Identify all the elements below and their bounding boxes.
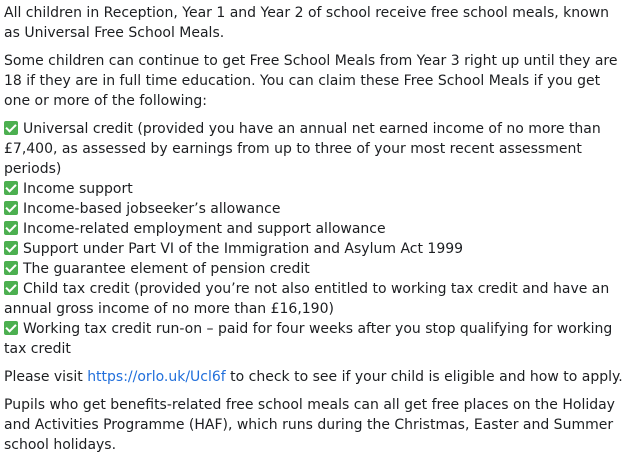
check-mark-icon	[4, 281, 18, 295]
intro-paragraph: All children in Reception, Year 1 and Year 2 of school receive free school meals, known as Universal Free School Meals.	[4, 5, 610, 41]
list-item	[4, 219, 624, 239]
list-item-text: Support under Part VI of the Immigration and Asylum Act 1999	[23, 241, 464, 257]
list-item-text: Child tax credit (provided you’re not also entitled to working tax credit and have an annual gross income of no more than £16,190)	[4, 281, 610, 317]
list-item	[4, 119, 624, 179]
check-mark-icon	[4, 321, 18, 335]
check-mark-icon	[4, 201, 18, 215]
benefits-list	[4, 119, 624, 359]
haf-paragraph: Pupils who get benefits-related free school meals can all get free places on the Holiday and Activities Programme (HAF), which runs during the Christmas, Easter and Summer school holidays.	[4, 397, 615, 453]
list-item-text: Income-based jobseeker’s allowance	[23, 201, 281, 217]
visit-suffix: to check to see if your child is eligible and how to apply.	[225, 369, 623, 385]
list-item-text: The guarantee element of pension credit	[23, 261, 310, 277]
check-mark-icon	[4, 121, 18, 135]
list-item-text: Income support	[23, 181, 133, 197]
list-item-text: Working tax credit run-on – paid for four weeks after you stop qualifying for working tax credit	[4, 321, 613, 357]
visit-prefix: Please visit	[4, 369, 88, 385]
list-item	[4, 199, 624, 219]
post-body	[4, 0, 624, 455]
eligibility-paragraph: Some children can continue to get Free School Meals from Year 3 right up until they are 18 if they are in full time education. You can claim these Free School Meals if you get one or more of the following:	[4, 53, 618, 109]
list-item	[4, 259, 624, 279]
check-mark-icon	[4, 181, 18, 195]
list-item	[4, 319, 624, 359]
eligibility-link[interactable]: https://orlo.uk/Ucl6f	[87, 369, 226, 385]
check-mark-icon	[4, 241, 18, 255]
list-item-text: Income-related employment and support allowance	[23, 221, 386, 237]
list-item	[4, 279, 624, 319]
list-item-text: Universal credit (provided you have an annual net earned income of no more than £7,400, as assessed by earnings from up to three of your most recent assessment periods)	[4, 121, 601, 177]
check-mark-icon	[4, 261, 18, 275]
visit-paragraph	[4, 367, 624, 387]
check-mark-icon	[4, 221, 18, 235]
list-item	[4, 239, 624, 259]
list-item	[4, 179, 624, 199]
